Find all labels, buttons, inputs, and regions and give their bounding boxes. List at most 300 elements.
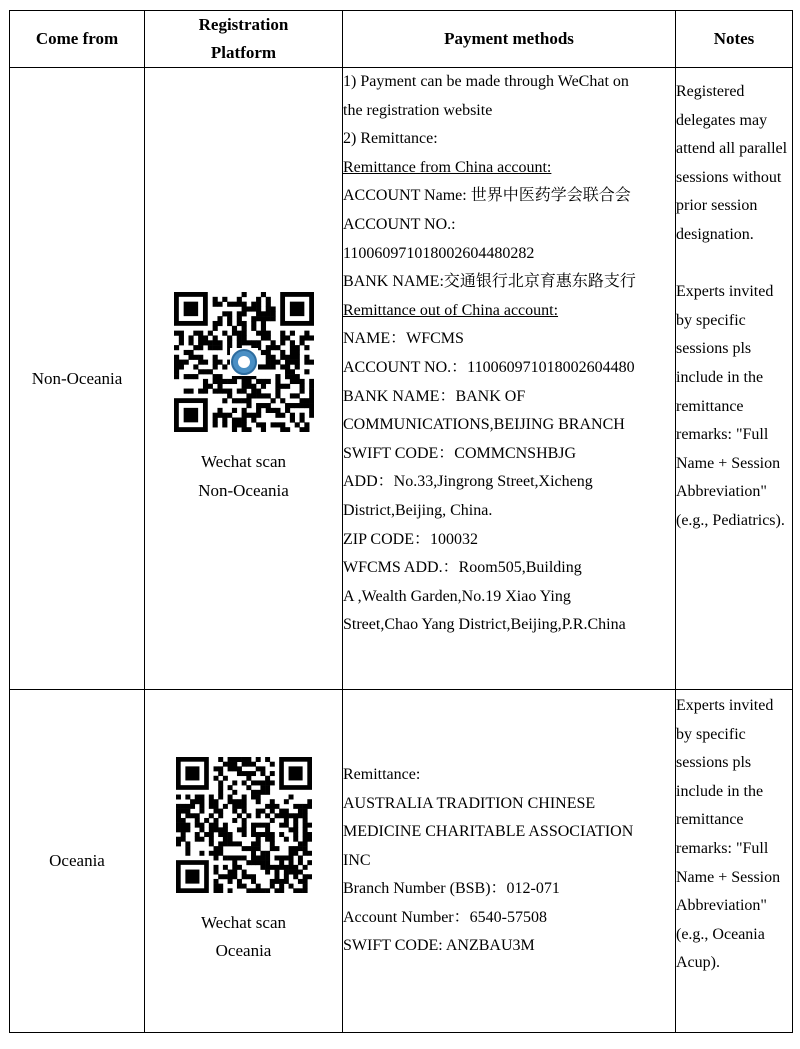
qr-module (297, 808, 302, 813)
platform-non-oceania (145, 68, 343, 690)
qr-finder (183, 302, 197, 316)
qr-module (241, 808, 246, 813)
qr-module (236, 398, 241, 403)
qr-module (283, 808, 288, 813)
qr-module (255, 841, 260, 846)
qr-module (265, 360, 270, 365)
qr-module (288, 864, 293, 869)
qr-module (241, 761, 246, 766)
qr-module (217, 321, 222, 326)
qr-module (246, 813, 251, 818)
qr-module (222, 803, 227, 808)
qr-module (185, 822, 190, 827)
qr-module (260, 384, 265, 389)
qr-module (241, 799, 246, 804)
qr-module (302, 878, 307, 883)
qr-module (297, 841, 302, 846)
qr-module (185, 846, 190, 851)
qr-module (236, 841, 241, 846)
qr-module (270, 355, 275, 360)
payment-line: Street,Chao Yang District,Beijing,P.R.China (343, 616, 626, 634)
qr-module (190, 799, 195, 804)
qr-module (217, 379, 222, 384)
qr-caption-line2: Non-Oceania (198, 480, 289, 500)
qr-module (255, 799, 260, 804)
qr-module (299, 340, 304, 345)
qr-module (188, 350, 193, 355)
qr-module (285, 369, 290, 374)
qr-module (255, 855, 260, 860)
qr-module (304, 403, 309, 408)
qr-module (202, 335, 207, 340)
qr-module (194, 817, 199, 822)
qr-module (246, 306, 251, 311)
qr-module (293, 850, 298, 855)
qr-module (176, 817, 181, 822)
qr-module (283, 855, 288, 860)
qr-module (260, 780, 265, 785)
qr-module (232, 766, 237, 771)
qr-module (251, 780, 256, 785)
qr-module (283, 864, 288, 869)
qr-module (222, 832, 227, 837)
qr-module (212, 389, 217, 394)
qr-module (212, 335, 217, 340)
qr-module (270, 306, 275, 311)
qr-module (274, 888, 279, 893)
qr-module (246, 785, 251, 790)
qr-module (297, 878, 302, 883)
qr-module (174, 331, 179, 336)
payment-line: ADD：No.33,Jingrong Street,Xicheng (343, 473, 593, 491)
qr-module (246, 384, 251, 389)
qr-module (241, 292, 246, 297)
qr-module (178, 340, 183, 345)
qr-module (212, 413, 217, 418)
qr-module (246, 860, 251, 865)
qr-module (260, 326, 265, 331)
qr-module (302, 874, 307, 879)
qr-module (260, 335, 265, 340)
qr-module (241, 335, 246, 340)
qr-module (212, 355, 217, 360)
qr-module (213, 822, 218, 827)
qr-module (222, 827, 227, 832)
qr-module (222, 874, 227, 879)
qr-module (227, 855, 232, 860)
qr-module (251, 832, 256, 837)
qr-module (260, 888, 265, 893)
qr-module (208, 822, 213, 827)
qr-module (275, 360, 280, 365)
qr-module (294, 364, 299, 369)
qr-module (299, 403, 304, 408)
qr-module (202, 360, 207, 365)
qr-module (279, 878, 284, 883)
qr-module (260, 808, 265, 813)
qr-module (222, 418, 227, 423)
qr-module (227, 836, 232, 841)
qr-module (227, 785, 232, 790)
qr-module (255, 808, 260, 813)
qr-module (251, 855, 256, 860)
qr-module (260, 766, 265, 771)
qr-module (232, 864, 237, 869)
qr-module (256, 316, 261, 321)
qr-module (180, 822, 185, 827)
qr-module (275, 422, 280, 427)
qr-module (213, 817, 218, 822)
qr-module (199, 836, 204, 841)
qr-module (232, 817, 237, 822)
qr-module (208, 813, 213, 818)
qr-module (217, 374, 222, 379)
qr-module (246, 403, 251, 408)
qr-module (294, 345, 299, 350)
payment-line: SWIFT CODE：COMMCNSHBJG (343, 444, 577, 462)
qr-module (270, 340, 275, 345)
qr-module (236, 803, 241, 808)
qr-module (241, 326, 246, 331)
qr-module (302, 817, 307, 822)
qr-module (256, 297, 261, 302)
qr-module (213, 827, 218, 832)
qr-module (218, 808, 223, 813)
qr-module (255, 888, 260, 893)
qr-module (285, 335, 290, 340)
qr-module (297, 860, 302, 865)
qr-module (227, 878, 232, 883)
payment-line: BANK NAME：BANK OF (343, 387, 526, 405)
qr-module (199, 808, 204, 813)
qr-module (293, 864, 298, 869)
qr-module (202, 384, 207, 389)
qr-module (299, 384, 304, 389)
qr-module (251, 306, 256, 311)
qr-module (218, 841, 223, 846)
qr-module (289, 345, 294, 350)
qr-module (307, 832, 312, 837)
qr-module (212, 340, 217, 345)
qr-module (241, 302, 246, 307)
qr-module (241, 427, 246, 432)
qr-module (218, 766, 223, 771)
qr-module (283, 836, 288, 841)
qr-module (217, 302, 222, 307)
qr-module (265, 850, 270, 855)
qr-module (208, 794, 213, 799)
qr-module (260, 832, 265, 837)
qr-module (289, 403, 294, 408)
notes-spacer (676, 250, 792, 279)
qr-module (260, 321, 265, 326)
qr-module (217, 360, 222, 365)
qr-module (270, 364, 275, 369)
qr-module (222, 855, 227, 860)
qr-module (236, 813, 241, 818)
qr-module (255, 780, 260, 785)
qr-module (231, 427, 236, 432)
qr-module (241, 408, 246, 413)
payment-line: BANK NAME:交通银行北京育惠东路支行 (343, 273, 636, 291)
qr-module (218, 785, 223, 790)
qr-module (227, 379, 232, 384)
qr-module (251, 822, 256, 827)
qr-module (246, 427, 251, 432)
qr-module (293, 869, 298, 874)
qr-module (293, 888, 298, 893)
qr-module (194, 813, 199, 818)
qr-module (274, 855, 279, 860)
qr-module (285, 403, 290, 408)
qr-module (289, 374, 294, 379)
qr-module (269, 836, 274, 841)
qr-module (289, 393, 294, 398)
qr-module (174, 374, 179, 379)
qr-module (218, 888, 223, 893)
qr-module (274, 846, 279, 851)
qr-module (265, 803, 270, 808)
qr-module (255, 883, 260, 888)
qr-module (260, 292, 265, 297)
qr-module (212, 302, 217, 307)
qr-module (232, 855, 237, 860)
qr-module (283, 813, 288, 818)
qr-module (227, 799, 232, 804)
qr-module (280, 413, 285, 418)
payment-line: the registration website (343, 101, 493, 119)
qr-module (260, 785, 265, 790)
qr-module (265, 355, 270, 360)
qr-code-oceania[interactable] (176, 757, 312, 893)
qr-module (285, 408, 290, 413)
qr-module (265, 827, 270, 832)
qr-module (309, 393, 314, 398)
qr-module (260, 822, 265, 827)
qr-module (251, 384, 256, 389)
qr-module (304, 345, 309, 350)
qr-module (194, 794, 199, 799)
qr-module (251, 874, 256, 879)
qr-module (255, 757, 260, 762)
qr-module (232, 761, 237, 766)
qr-module (283, 817, 288, 822)
qr-caption-line1: Wechat scan (201, 452, 286, 471)
qr-module (251, 841, 256, 846)
qr-module (269, 832, 274, 837)
qr-module (227, 316, 232, 321)
qr-module (251, 302, 256, 307)
qr-module (213, 878, 218, 883)
qr-module (302, 864, 307, 869)
qr-module (293, 874, 298, 879)
qr-module (227, 389, 232, 394)
qr-module (241, 874, 246, 879)
qr-module (217, 316, 222, 321)
qr-module (213, 869, 218, 874)
notes-paragraph-1: Registered delegates may attend all parallel sessions without prior session designation. (676, 83, 788, 243)
qr-module (288, 860, 293, 865)
qr-module (176, 827, 181, 832)
qr-module (279, 832, 284, 837)
qr-module (299, 418, 304, 423)
qr-module (293, 832, 298, 837)
qr-module (251, 340, 256, 345)
qr-module (251, 850, 256, 855)
qr-module (265, 364, 270, 369)
qr-module (236, 340, 241, 345)
qr-module (213, 846, 218, 851)
qr-module (285, 427, 290, 432)
qr-module (302, 822, 307, 827)
qr-module (256, 403, 261, 408)
qr-module (251, 326, 256, 331)
qr-module (280, 335, 285, 340)
qr-module (265, 775, 270, 780)
qr-module (241, 384, 246, 389)
qr-module (265, 379, 270, 384)
qr-module (218, 789, 223, 794)
qr-module (265, 822, 270, 827)
qr-module (176, 813, 181, 818)
qr-module (227, 321, 232, 326)
qr-module (180, 836, 185, 841)
qr-module (213, 799, 218, 804)
qr-module (275, 389, 280, 394)
qr-module (236, 766, 241, 771)
qr-module (293, 813, 298, 818)
qr-module (241, 340, 246, 345)
qr-module (246, 340, 251, 345)
qr-code-non-oceania[interactable] (174, 292, 314, 432)
qr-module (236, 422, 241, 427)
qr-module (275, 384, 280, 389)
payment-line: Branch Number (BSB)：012-071 (343, 880, 560, 898)
qr-module (297, 803, 302, 808)
qr-module (227, 757, 232, 762)
qr-module (307, 860, 312, 865)
header-notes: Notes (676, 11, 793, 68)
qr-module (227, 869, 232, 874)
qr-module (241, 306, 246, 311)
qr-module (222, 311, 227, 316)
qr-module (251, 761, 256, 766)
qr-module (260, 393, 265, 398)
payment-line: WFCMS ADD.：Room505,Building (343, 559, 582, 577)
notes-paragraph-2: Experts invited by specific sessions pls include in the remittance remarks: "Full Name + Session Abbreviation" (e.g., Pediatrics). (676, 283, 785, 529)
qr-module (178, 335, 183, 340)
qr-module (227, 841, 232, 846)
qr-module (231, 408, 236, 413)
qr-module (256, 379, 261, 384)
qr-module (307, 822, 312, 827)
china-account-heading: Remittance from China account: (343, 158, 552, 176)
qr-module (302, 808, 307, 813)
qr-module (274, 874, 279, 879)
qr-module (193, 331, 198, 336)
qr-module (217, 340, 222, 345)
qr-module (178, 331, 183, 336)
qr-module (265, 780, 270, 785)
qr-module (222, 836, 227, 841)
qr-module (251, 316, 256, 321)
qr-module (176, 841, 181, 846)
qr-module (275, 413, 280, 418)
qr-module (213, 803, 218, 808)
qr-module (236, 311, 241, 316)
qr-module (265, 864, 270, 869)
qr-module (222, 398, 227, 403)
qr-module (265, 302, 270, 307)
qr-module (280, 427, 285, 432)
qr-module (309, 384, 314, 389)
qr-module (236, 864, 241, 869)
header-platform-line2: Platform (210, 43, 277, 62)
qr-module (255, 860, 260, 865)
qr-module (260, 350, 265, 355)
qr-module (198, 360, 203, 365)
qr-module (256, 331, 261, 336)
qr-module (212, 379, 217, 384)
qr-module (260, 364, 265, 369)
qr-module (246, 398, 251, 403)
qr-module (217, 384, 222, 389)
qr-module (269, 771, 274, 776)
qr-module (213, 855, 218, 860)
qr-module (293, 827, 298, 832)
qr-module (293, 836, 298, 841)
qr-module (202, 379, 207, 384)
qr-module (236, 389, 241, 394)
qr-module (293, 822, 298, 827)
qr-module (280, 331, 285, 336)
qr-module (241, 846, 246, 851)
qr-module (270, 408, 275, 413)
qr-module (280, 398, 285, 403)
qr-module (302, 827, 307, 832)
qr-module (294, 374, 299, 379)
qr-module (294, 379, 299, 384)
qr-module (309, 403, 314, 408)
qr-module (255, 766, 260, 771)
qr-module (198, 331, 203, 336)
qr-module (265, 888, 270, 893)
qr-module (241, 827, 246, 832)
qr-module (212, 297, 217, 302)
qr-module (288, 813, 293, 818)
qr-module (180, 808, 185, 813)
header-payment-methods: Payment methods (343, 11, 676, 68)
qr-module (307, 850, 312, 855)
notes-non-oceania (676, 68, 793, 690)
qr-module (236, 799, 241, 804)
qr-module (183, 350, 188, 355)
qr-module (222, 297, 227, 302)
qr-module (207, 345, 212, 350)
qr-module (288, 794, 293, 799)
qr-module (227, 888, 232, 893)
qr-module (231, 302, 236, 307)
qr-module (304, 422, 309, 427)
qr-module (288, 869, 293, 874)
qr-module (280, 350, 285, 355)
qr-module (227, 311, 232, 316)
payment-line: Remittance: (343, 765, 421, 783)
qr-module (227, 302, 232, 307)
qr-module (269, 841, 274, 846)
qr-module (207, 340, 212, 345)
qr-module (174, 360, 179, 365)
